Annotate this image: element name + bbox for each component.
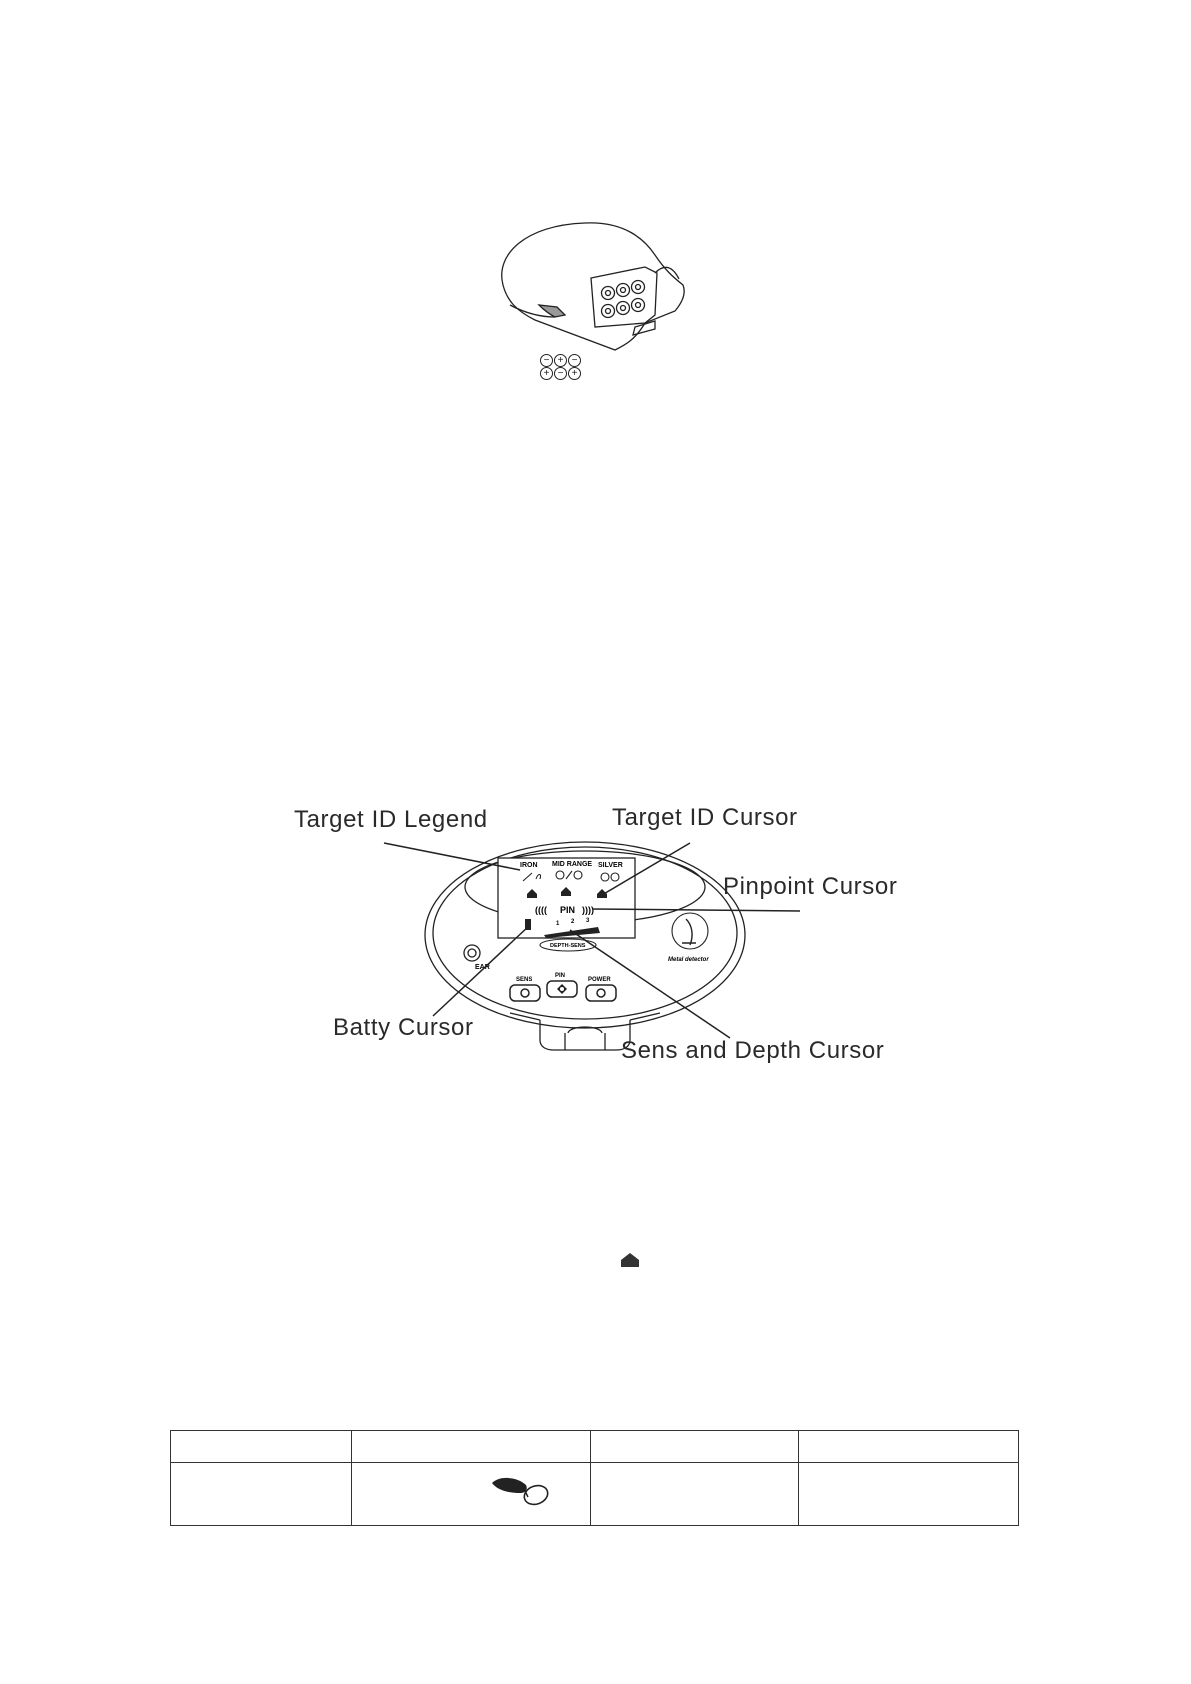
table-header-cell [799,1431,1019,1463]
lcd-pin-left-waves: (((( [535,905,547,915]
leader-sens-depth-cursor [570,930,730,1038]
table-header-cell [352,1431,591,1463]
pin-button-label: PIN [555,973,566,979]
depth-number: 3 [586,918,590,924]
callout-target-id-legend: Target ID Legend [294,806,488,833]
callout-target-id-cursor: Target ID Cursor [612,804,798,831]
lcd-pin-right-waves: )))) [582,905,594,915]
table-header-row [171,1431,1019,1463]
polarity-mark: + [554,354,567,367]
leader-batty-cursor [433,925,533,1016]
leader-target-id-cursor [602,843,690,895]
power-button-label: POWER [588,977,611,983]
table-cell [591,1463,799,1526]
depth-sens-label: DEPTH-SENS [550,943,586,949]
polarity-mark: + [568,367,581,380]
table-cell [171,1463,352,1526]
callout-pinpoint-cursor: Pinpoint Cursor [723,873,898,900]
bottle-cap-pull-tab-icon [490,1473,560,1513]
table-header-cell [171,1431,352,1463]
depth-number: 2 [571,919,575,925]
table-cell [352,1463,591,1526]
table-header-cell [591,1431,799,1463]
lcd-pin-label: PIN [560,905,576,915]
target-marker-icon [619,1252,641,1268]
polarity-mark: − [540,354,553,367]
leader-pinpoint-cursor [592,909,800,911]
callout-batty-cursor: Batty Cursor [333,1014,474,1041]
polarity-mark: − [568,354,581,367]
lcd-legend-iron: IRON [520,862,538,869]
earphone-label: EAR [475,964,490,971]
polarity-mark: + [540,367,553,380]
lcd-legend-mid-range: MID RANGE [552,861,593,868]
brand-label: Metal detector [668,957,709,963]
table-row [171,1463,1019,1526]
callout-sens-depth-cursor: Sens and Depth Cursor [621,1037,885,1064]
identification-table [170,1430,1019,1526]
lcd-legend-silver: SILVER [598,862,623,869]
sens-button-label: SENS [516,977,533,983]
polarity-mark: − [554,367,567,380]
table-cell [799,1463,1019,1526]
leader-target-id-legend [384,843,520,870]
depth-number: 1 [556,921,560,927]
